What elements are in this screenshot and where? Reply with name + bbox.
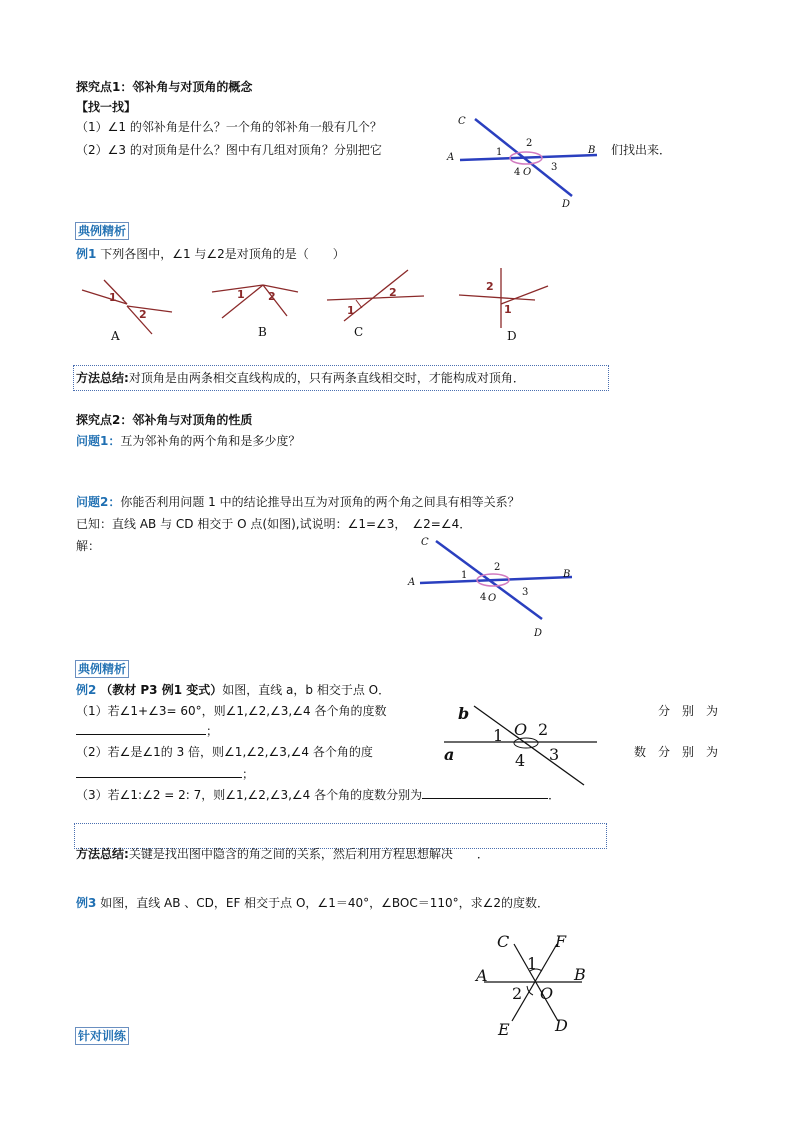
optB-num-1: 1: [237, 288, 245, 301]
fig3-label-a: a: [444, 745, 455, 764]
fig4-label-a: A: [476, 966, 488, 985]
section2-title: 探究点2：邻补角与对顶角的性质: [76, 413, 253, 427]
fig2-num-1: 1: [461, 570, 468, 581]
example-2-label: 例2: [76, 683, 97, 697]
example-3-text: 如图，直线 AB 、CD，EF 相交于点 O，∠1＝40°，∠BOC＝110°，求∠2的度数．: [100, 896, 549, 910]
fig2-num-4: 4: [480, 592, 487, 603]
fig1-num-3: 3: [551, 162, 558, 173]
fig4-label-o: O: [540, 984, 554, 1003]
optC-num-2: 2: [389, 286, 397, 299]
option-c-label: C: [354, 325, 364, 339]
fig2-label-a: A: [408, 577, 416, 588]
example-2-source: （教材 P3 例1 变式）: [100, 683, 223, 697]
optB-num-2: 2: [268, 290, 276, 303]
question-2b: 们找出来．: [611, 143, 672, 157]
optA-num-2: 2: [139, 308, 147, 321]
optD-num-1: 1: [504, 303, 512, 316]
section1-title: 探究点1：邻补角与对顶角的概念: [76, 80, 253, 94]
known-statement: 已知：直线 AB 与 CD 相交于 O 点(如图),试说明：∠1=∠3， ∠2=∠4．: [76, 517, 472, 531]
example-2-q2: （2）若∠是∠1的 3 倍，则∠1,∠2,∠3,∠4 各个角的度: [76, 745, 373, 759]
fig1-label-o: O: [523, 167, 532, 178]
fig4-label-b: B: [574, 965, 586, 984]
find-heading: 【找一找】: [76, 100, 137, 114]
method-summary-1-label: 方法总结:: [76, 371, 129, 385]
fig4-label-c: C: [497, 932, 510, 951]
fig1-num-1: 1: [496, 147, 503, 158]
method-summary-1-text: 对顶角是由两条相交直线构成的，只有两条直线相交时，才能构成对顶角．: [128, 371, 525, 385]
fig1-label-d: D: [562, 199, 571, 210]
fig3-num-1: 1: [493, 726, 504, 745]
fig3-num-3: 3: [549, 745, 560, 764]
example-2-q1: （1）若∠1+∠3= 60°，则∠1,∠2,∠3,∠4 各个角的度数: [76, 704, 387, 718]
problem-1-label: 问题1：: [76, 434, 121, 448]
fig4-label-f: F: [555, 932, 567, 951]
question-1: （1）∠1 的邻补角是什么？一个角的邻补角一般有几个？: [76, 120, 382, 134]
example-2-q2-tail: 数 分 别 为: [633, 745, 718, 759]
fig3-label-o: O: [514, 720, 528, 739]
fig2-label-b: B: [563, 569, 571, 580]
fig4-label-e: E: [498, 1020, 510, 1039]
fig4-label-d: D: [555, 1016, 568, 1035]
fig4-num-1: 1: [527, 954, 538, 973]
problem-1-text: 互为邻补角的两个角和是多少度？: [120, 434, 301, 448]
method-summary-2-text: 关键是找出图中隐含的角之间的关系，然后利用方程思想解决 ．: [128, 847, 489, 861]
problem-2-label: 问题2：: [76, 495, 121, 509]
tag-typical-example-1: 典例精析: [75, 222, 129, 240]
fig2-label-c: C: [421, 537, 429, 548]
fig1-num-4: 4: [514, 167, 521, 178]
example-1-text: 下列各图中，∠1 与∠2是对顶角的是（ ）: [100, 247, 345, 261]
fig3-num-4: 4: [515, 751, 526, 770]
optC-num-1: 1: [347, 304, 355, 317]
fig2-num-3: 3: [522, 587, 529, 598]
optA-num-1: 1: [109, 291, 117, 304]
example-1-label: 例1: [76, 247, 97, 261]
fig1-num-2: 2: [526, 138, 533, 149]
example-2-q3-text: （3）若∠1:∠2 = 2: 7，则∠1,∠2,∠3,∠4 各个角的度数分别为: [76, 788, 423, 802]
option-a-label: A: [111, 329, 120, 343]
fig3-num-2: 2: [538, 720, 549, 739]
fig2-label-o: O: [488, 593, 497, 604]
fig2-num-2: 2: [494, 562, 501, 573]
semicolon-1: ；: [206, 724, 219, 738]
example-3-label: 例3: [76, 896, 97, 910]
fig1-label-a: A: [447, 152, 455, 163]
tag-targeted-training: 针对训练: [75, 1027, 129, 1045]
example-2-q1-tail: 分 别 为: [657, 704, 718, 718]
optD-num-2: 2: [486, 280, 494, 293]
method-summary-2-label: 方法总结:: [76, 847, 129, 861]
semicolon-2: ；: [242, 767, 255, 781]
dot-3: ．: [548, 788, 561, 802]
example-2-text: 如图，直线 a，b 相交于点 O．: [222, 683, 391, 697]
fig4-num-2: 2: [512, 984, 523, 1003]
fig2-label-d: D: [534, 628, 543, 639]
option-b-label: B: [258, 325, 267, 339]
fig1-label-b: B: [588, 145, 596, 156]
option-d-label: D: [507, 329, 517, 343]
tag-typical-example-2: 典例精析: [75, 660, 129, 678]
question-2a: （2）∠3 的对顶角是什么？图中有几组对顶角？分别把它: [76, 143, 382, 157]
problem-2-text: 你能否利用问题 1 中的结论推导出互为对顶角的两个角之间具有相等关系？: [120, 495, 520, 509]
solution-label: 解：: [76, 539, 101, 553]
fig3-label-b: b: [458, 704, 470, 723]
fig1-label-c: C: [458, 116, 466, 127]
